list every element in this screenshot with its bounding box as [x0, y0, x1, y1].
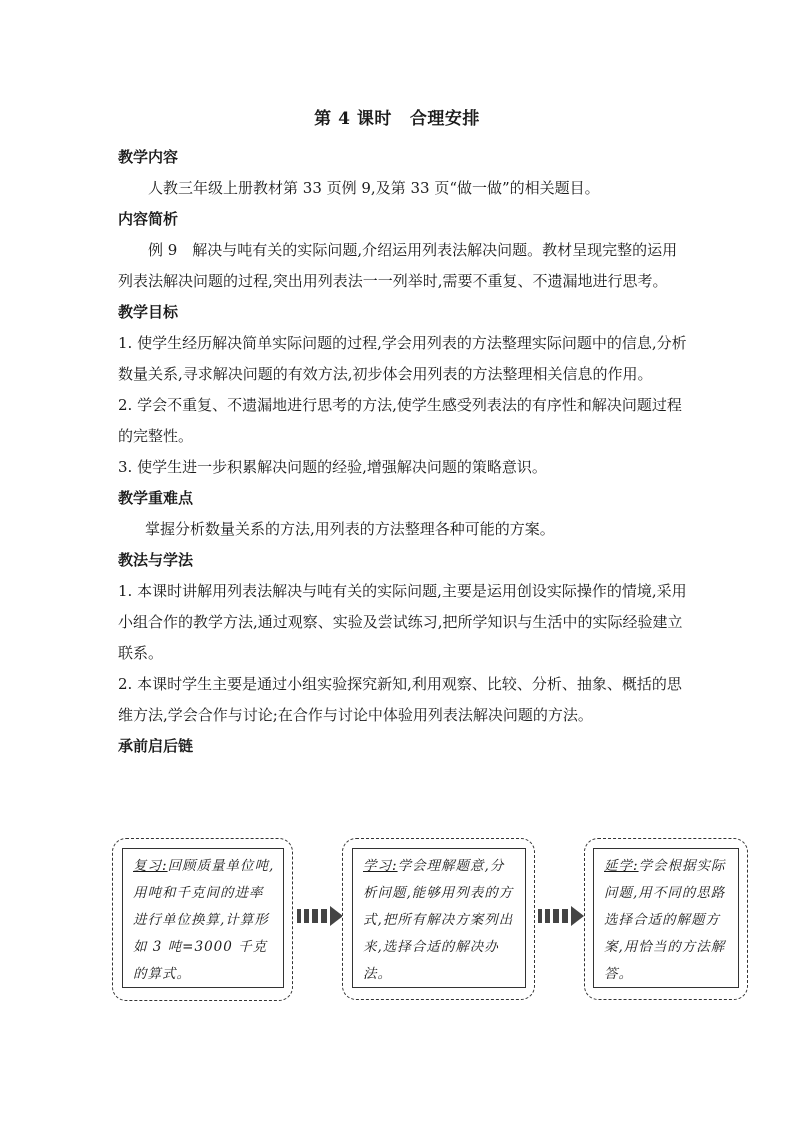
heading-analysis: 内容简析 [118, 210, 179, 228]
extend-text: 学会根据实际问题,用不同的思路选择合适的解题方案,用恰当的方法解答。 [604, 858, 726, 982]
learn-box-inner [352, 848, 526, 988]
extend-box-inner [593, 848, 739, 988]
heading-content: 教学内容 [118, 148, 179, 166]
analysis-text: 例 9 解决与吨有关的实际问题,介绍运用列表法解决问题。教材呈现完整的运用列表法解决问题的过程,突出用列表法一一列举时,需要不重复、不遗漏地进行思考。 [118, 241, 678, 290]
heading-goals: 教学目标 [118, 303, 179, 321]
learn-text: 学会理解题意,分析问题,能够用列表的方式,把所有解决方案列出来,选择合适的解决办法。 [363, 858, 514, 982]
content-text: 人教三年级上册教材第 33 页例 9,及第 33 页“做一做”的相关题目。 [148, 179, 600, 197]
lesson-topic: 合理安排 [409, 109, 480, 129]
extend-label: 延学: [604, 858, 639, 874]
heading-difficulty: 教学重难点 [118, 489, 194, 507]
method-item-2: 2. 本课时学生主要是通过小组实验探究新知,利用观察、比较、分析、抽象、概括的思维方法,学会合作与讨论;在合作与讨论中体验用列表法解决问题的方法。 [118, 675, 682, 724]
goal-item-1: 1. 使学生经历解决简单实际问题的过程,学会用列表的方法整理实际问题中的信息,分析数量关系,寻求解决问题的有效方法,初步体会用列表的方法整理相关信息的作用。 [118, 334, 687, 383]
review-label: 复习: [133, 858, 168, 874]
learn-label: 学习: [363, 858, 398, 874]
difficulty-text: 掌握分析数量关系的方法,用列表的方法整理各种可能的方案。 [145, 520, 555, 538]
arrow-icon-2 [538, 906, 584, 926]
method-item-1: 1. 本课时讲解用列表法解决与吨有关的实际问题,主要是运用创设实际操作的情境,采用小组合作的教学方法,通过观察、实验及尝试练习,把所学知识与生活中的实际经验建立联系。 [118, 582, 687, 662]
review-box-inner [122, 848, 284, 988]
lesson-number: 第 4 课时 [314, 109, 392, 129]
review-text: 回顾质量单位吨,用吨和千克间的进率进行单位换算,计算形如 3 吨=3000 千克的算式。 [133, 858, 275, 982]
heading-methods: 教法与学法 [118, 551, 194, 569]
goal-item-2: 2. 学会不重复、不遗漏地进行思考的方法,使学生感受列表法的有序性和解决问题过程的完整性。 [118, 396, 682, 445]
heading-chain: 承前启后链 [118, 737, 194, 755]
arrow-icon-1 [297, 906, 343, 926]
goal-item-3: 3. 使学生进一步积累解决问题的经验,增强解决问题的策略意识。 [118, 458, 547, 476]
